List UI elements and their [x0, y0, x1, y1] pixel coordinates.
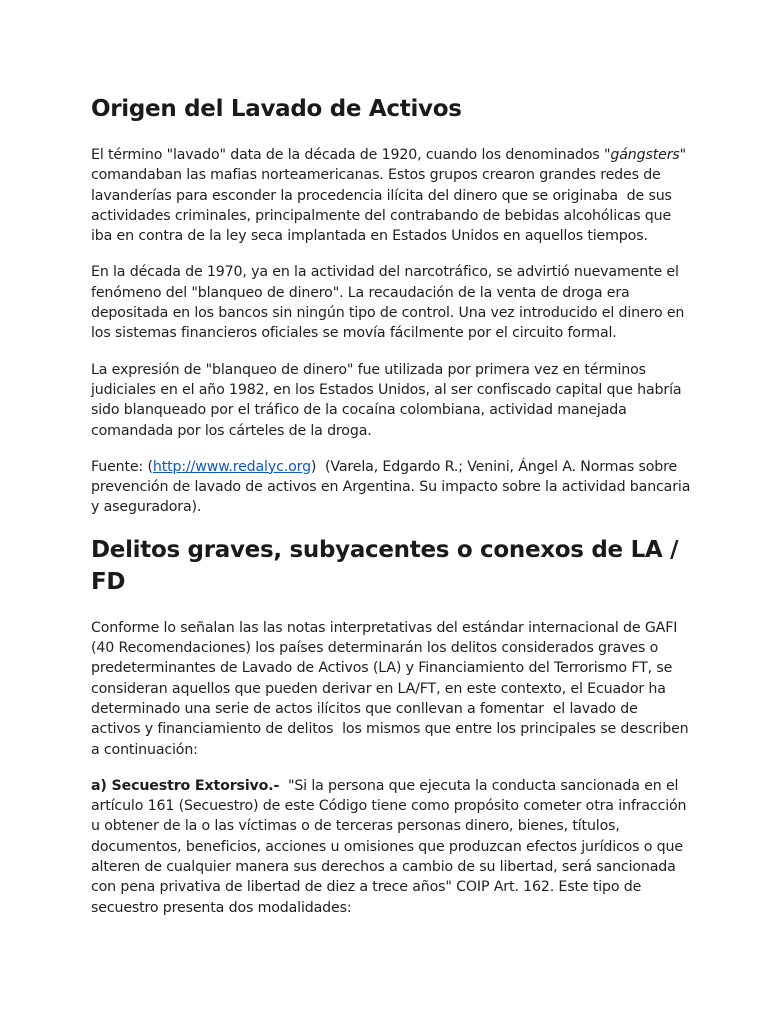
paragraph-text: "Si la persona que ejecuta la conducta sancionada en el artículo 161 (Secuestro) de este Código tiene como propósito cometer otra infracción u obtener de la o las víctimas o de terceras personas dinero, bienes, títulos, documentos, beneficios, acciones u omisiones que produzcan efectos jurídicos o que alteren de cualquier manera sus derechos a cambio de su libertad, será sancionada con pena privativa de libertad de diez a trece años" COIP Art. 162. Este tipo de secuestro presenta dos modalidades: [91, 777, 691, 916]
document-page [91, 93, 695, 934]
section-title-delitos: Delitos graves, subyacentes o conexos de LA / FD [91, 536, 679, 595]
source-link[interactable]: http://www.redalyc.org [152, 458, 311, 475]
paragraph-origen-1 [91, 145, 691, 246]
source-suffix: ) (Varela, Edgardo R.; Venini, Ángel A. Normas sobre prevención de lavado de activos en Argentina. Su impacto sobre la actividad bancaria y aseguradora). [91, 458, 695, 516]
source-citation [91, 457, 695, 518]
italic-term: gángsters [610, 147, 680, 163]
paragraph-origen-3: La expresión de "blanqueo de dinero" fue utilizada por primera vez en términos judiciales en el año 1982, en los Estados Unidos, al ser confiscado capital que habría sido blanqueado por el tráfico de la cocaína colombiana, actividad manejada comandada por los cárteles de la droga. [91, 361, 686, 439]
paragraph-delitos-1: Conforme lo señalan las las notas interpretativas del estándar internacional de GAFI (40 Recomendaciones) los países determinarán los delitos considerados graves o predeterminantes de Lavado de Activos (LA) y Financiamiento del Terrorismo FT, se consideran aquellos que pueden derivar en LA/FT, en este contexto, el Ecuador ha determinado una serie de actos ilícitos que conllevan a fomentar el lavado de activos y financiamiento de delitos los mismos que entre los principales se describen a continuación: [91, 619, 693, 758]
paragraph-text: " comandaban las mafias norteamericanas. Estos grupos crearon grandes redes de lavanderías para esconder la procedencia ilícita del dinero que se originaba de sus actividades criminales, principalmente del contrabando de bebidas alcohólicas que iba en contra de la ley seca implantada en Estados Unidos en aquellos tiempos. [91, 147, 691, 245]
section-title-origen: Origen del Lavado de Activos [91, 96, 462, 122]
paragraph-text: El término "lavado" data de la década de 1920, cuando los denominados " [91, 147, 611, 163]
paragraph-secuestro [91, 776, 691, 918]
bold-heading-secuestro: a) Secuestro Extorsivo.- [91, 777, 280, 794]
source-prefix: Fuente: ( [91, 458, 153, 475]
paragraph-origen-2: En la década de 1970, ya en la actividad del narcotráfico, se advirtió nuevamente el fenómeno del "blanqueo de dinero". La recaudación de la venta de droga era depositada en los bancos sin ningún tipo de control. Una vez introducido el dinero en los sistemas financieros oficiales se movía fácilmente por el circuito formal. [91, 264, 689, 342]
